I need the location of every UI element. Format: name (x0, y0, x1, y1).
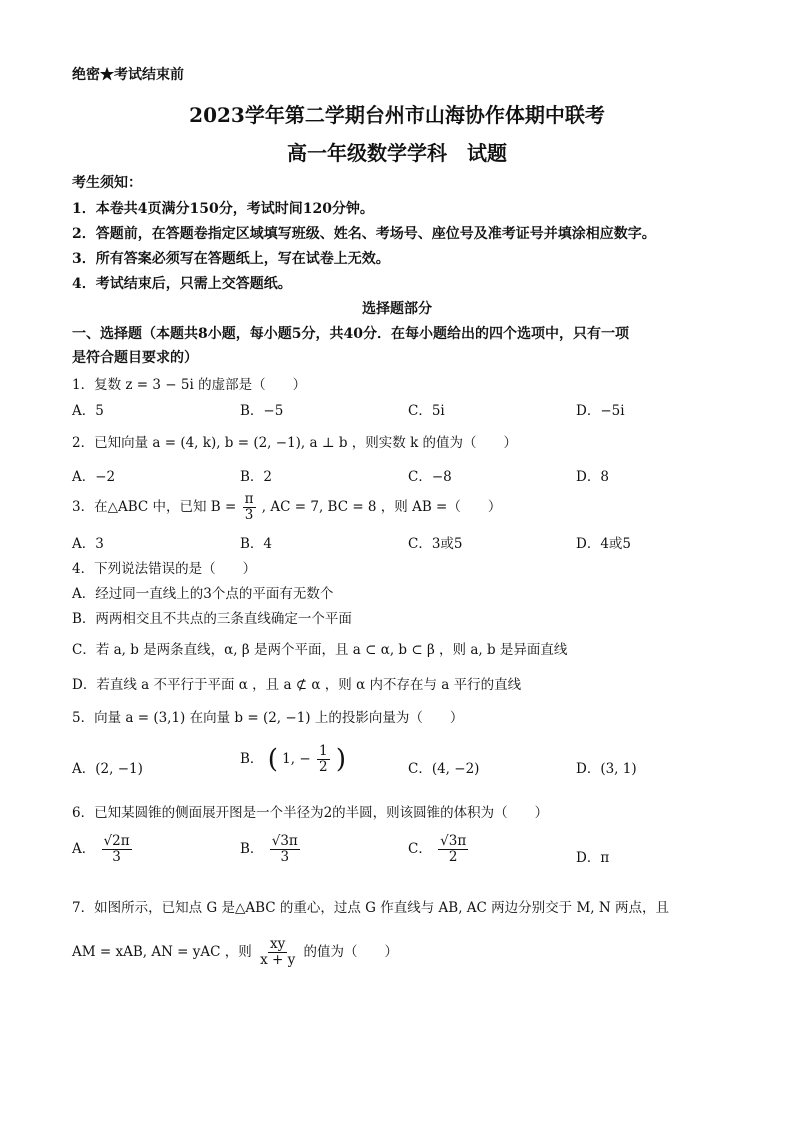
question-4-option-b: B．两两相交且不共点的三条直线确定一个平面 (72, 611, 352, 627)
question-2-option-b: B．2 (240, 469, 273, 485)
option-label: C． (408, 840, 432, 857)
exam-title: 2023学年第二学期台州市山海协作体期中联考 (189, 103, 605, 127)
question-5-option-b (240, 744, 346, 775)
secret-label: 绝密★考试结束前 (72, 67, 184, 83)
fraction-sqrt2pi-over-3 (102, 834, 132, 865)
fraction-denominator: 2 (318, 758, 328, 775)
question-7-stem: 7．如图所示，已知点 G 是△ABC 的重心，过点 G 作直线与 AB, AC 两边分别交于 M, N 两点，且 (72, 900, 669, 916)
notice-item: 1．本卷共4页满分150分，考试时间120分钟。 (72, 201, 374, 217)
part-instructions: 一、选择题（本题共8小题，每小题5分，共40分．在每小题给出的四个选项中，只有一项 (72, 326, 629, 342)
question-5-option-c: C．(4, −2) (408, 761, 480, 777)
question-3-option-c: C．3或5 (408, 536, 463, 552)
question-4-option-a: A．经过同一直线上的3个点的平面有无数个 (72, 586, 334, 602)
question-5-stem: 5．向量 a = (3,1) 在向量 b = (2, −1) 上的投影向量为（ ） (72, 710, 464, 726)
fraction-denominator: 3 (112, 848, 121, 865)
option-label: B． (240, 840, 264, 857)
question-4-stem: 4．下列说法错误的是（ ） (72, 561, 257, 577)
question-4-option-d: D．若直线 a 不平行于平面 α ，且 a ⊄ α ，则 α 内不存在与 a 平行的直线 (72, 677, 522, 693)
fraction-numerator: π (244, 491, 254, 507)
right-paren: ) (335, 744, 346, 775)
fraction-numerator: √3π (440, 833, 467, 849)
fraction-denominator: x + y (260, 951, 296, 968)
question-7-text: AM = xAB, AN = yAC ，则 (72, 943, 252, 960)
question-1-option-d: D．−5i (576, 403, 625, 419)
fraction-xy-over-x-plus-y (258, 937, 297, 968)
question-1-option-a: A．5 (72, 403, 104, 419)
question-3-option-d: D．4或5 (576, 536, 632, 552)
fraction-denominator: 3 (244, 506, 254, 523)
fraction-numerator: √3π (271, 833, 298, 849)
question-1-option-c: C．5i (408, 403, 445, 419)
question-2-option-c: C．−8 (408, 469, 452, 485)
notice-heading: 考生须知： (72, 175, 142, 191)
question-2-stem: 2．已知向量 a = (4, k), b = (2, −1), a ⊥ b ，则实数 k 的值为（ ） (72, 435, 518, 451)
question-6-option-a (72, 834, 134, 865)
question-3-stem (72, 492, 501, 523)
fraction-numerator: 1 (318, 743, 328, 759)
option-text: 1, − (282, 750, 311, 767)
question-6-option-c (408, 834, 470, 865)
fraction-one-half (317, 744, 330, 775)
fraction-sqrt3pi-over-3 (270, 834, 300, 865)
option-label: A． (72, 840, 96, 857)
fraction-denominator: 3 (280, 848, 290, 865)
question-7-text: 的值为（ ） (303, 943, 399, 960)
notice-item: 2．答题前，在答题卷指定区域填写班级、姓名、考场号、座位号及准考证号并填涂相应数字。 (72, 226, 656, 242)
question-3-option-a: A．3 (72, 536, 104, 552)
question-1-option-b: B．−5 (240, 403, 284, 419)
question-6-stem: 6．已知某圆锥的侧面展开图是一个半径为2的半圆，则该圆锥的体积为（ ） (72, 805, 549, 821)
question-5-option-a: A．(2, −1) (72, 761, 143, 777)
notice-item: 3．所有答案必须写在答题纸上，写在试卷上无效。 (72, 251, 390, 267)
fraction-pi-over-3 (243, 492, 256, 523)
fraction-numerator: xy (270, 936, 286, 952)
option-label: B． (240, 750, 264, 767)
question-6-option-b (240, 834, 302, 865)
question-6-option-d: D．π (576, 850, 610, 866)
question-7-stem-line2 (72, 937, 398, 968)
question-4-option-c: C．若 a, b 是两条直线，α, β 是两个平面，且 a ⊂ α, b ⊂ β ，则 a, b 是异面直线 (72, 642, 568, 658)
question-2-option-d: D．8 (576, 469, 609, 485)
question-1-stem: 1．复数 z = 3 − 5i 的虚部是（ ） (72, 377, 307, 393)
exam-subtitle: 高一年级数学学科 试题 (287, 141, 507, 165)
question-3-text: 3．在△ABC 中，已知 B = (72, 498, 237, 515)
question-3-text: , AC = 7, BC = 8 ，则 AB =（ ） (261, 498, 502, 515)
fraction-numerator: √2π (103, 833, 130, 849)
question-3-option-b: B．4 (240, 536, 273, 552)
notice-item: 4．考试结束后，只需上交答题纸。 (72, 276, 292, 292)
left-paren: ( (267, 744, 278, 775)
question-2-option-a: A．−2 (72, 469, 116, 485)
question-5-option-d: D．(3, 1) (576, 761, 637, 777)
section-title: 选择题部分 (362, 301, 432, 317)
fraction-denominator: 2 (448, 848, 458, 865)
fraction-sqrt3pi-over-2 (438, 834, 468, 865)
part-instructions: 是符合题目要求的） (72, 350, 198, 366)
